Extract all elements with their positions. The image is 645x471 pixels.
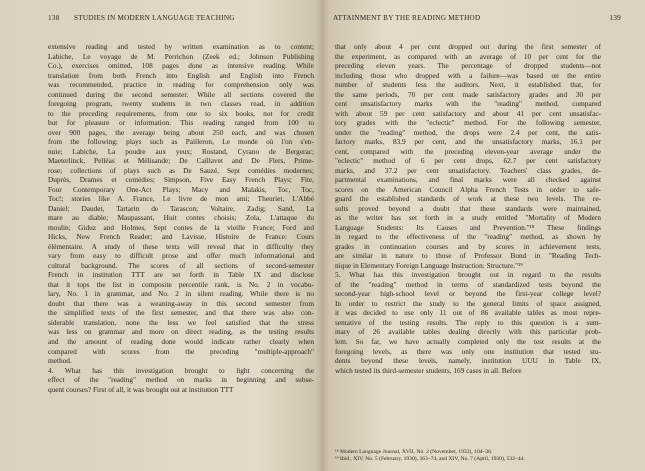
- text-line: grades in continuation courses and by scores in achievement tests,: [335, 241, 601, 251]
- text-line: preceding eleven years. The percentage of dropped students—not: [335, 61, 601, 71]
- text-line: French in institution TTT are set forth in Table IX and disclose: [48, 270, 314, 280]
- text-line: 5. What has this investigation brought out in regard to the results: [335, 270, 601, 280]
- text-line: scores on the American Council Alpha French Tests in order to safe-: [335, 184, 601, 194]
- text-line: are similar in nature to those of Professor Bond in "Reading Tech-: [335, 251, 601, 261]
- text-line: continued during the second semester. While all sections covered the: [48, 89, 314, 99]
- text-line: Hicks, New French Reader; and Lavisse, Histoire de France: Cours: [48, 232, 314, 242]
- text-line: "eclectic" method of 6 per cent drops, 62.7 per cent satisfactory: [335, 156, 601, 166]
- text-line: moulin; Giduz and Holmes, Sept contes de la vieille France; Ford and: [48, 222, 314, 232]
- text-line: marks, and 37.2 per cent unsatisfactory. Teachers' class grades, de-: [335, 165, 601, 175]
- text-line: that it tops the list in composite percentile rank, is No. 2 in vocabu-: [48, 279, 314, 289]
- text-line: translation from both French into English and English into French: [48, 70, 314, 80]
- text-line: Labiche, Le voyage de M. Perrichon (Zeek ed.; Johnson Publishing: [48, 51, 314, 61]
- text-line: was less on grammar and more on direct reading, as the testing results: [48, 327, 314, 337]
- text-line: that only about 4 per cent dropped out during the first semester of: [335, 42, 601, 51]
- text-line: sentative of the testing results. The reply to this question is a sum-: [335, 317, 601, 327]
- text-line: of the "reading" method in terms of standardized tests beyond the: [335, 279, 601, 289]
- text-line: nuie; Labiche, La poudre aux yeux; Rostand, Cyrano de Bergerac;: [48, 146, 314, 156]
- text-line: 4. What has this investigation brought to light concerning the: [48, 365, 314, 375]
- left-body-text: [48, 42, 314, 394]
- text-line: vary from easy to difficult prose and offer much informational and: [48, 251, 314, 261]
- left-running-head-title: STUDIES IN MODERN LANGUAGE TEACHING: [74, 14, 235, 22]
- text-line: doubt that there was a weaning-away in this second semester from: [48, 298, 314, 308]
- text-line: from the following: plays such as Pailleron, Le monde où l'on s'en-: [48, 137, 314, 147]
- text-line: in regard to the effectiveness of the "reading" method, as shown by: [335, 232, 601, 242]
- text-line: second-year high-school level or beyond the first-year college level?: [335, 289, 601, 299]
- text-line: nique in Elementary Foreign Language Instruction: Structure."¹⁹: [335, 260, 523, 270]
- text-line: cent unsatisfactory marks with the "reading" method, compared: [335, 99, 601, 109]
- text-line: siderable translation, none the less we feel satisfied that the stress: [48, 317, 314, 327]
- text-line: it was decided to use only 11 out of 86 available tables as most repre-: [335, 308, 601, 318]
- text-line: mary of 26 available tables dealing directly with this particular prob-: [335, 327, 601, 337]
- text-line: Duprès, Drames et comédies; Simpson, Five Easy French Plays; Fite,: [48, 175, 314, 185]
- text-line: quent courses? First of all, it was brought out at institution TTT: [48, 384, 234, 394]
- text-line: factory marks, 83.9 per cent, and the unsatisfactory marks, 16.1 per: [335, 137, 601, 147]
- text-line: Maeterlinck, Pelléas et Mélisande; De Caillavet and De Flers, Prime-: [48, 156, 314, 166]
- text-line: as the writer has set forth in a study entitled "Mortality of Modern: [335, 213, 601, 223]
- text-line: cultural background. The scores of all sections of second-semester: [48, 260, 314, 270]
- text-line: partmental examinations, and final marks were all checked against: [335, 175, 601, 185]
- footnote-line: ¹⁹ Ibid., XIV, No. 5 (February, 1930), 363–74, and XIV, No. 7 (April, 1930), 532–44.: [335, 456, 525, 462]
- text-line: Toc!; stories like A. France, Le livre de mon ami; Theuriet, L'Abbé: [48, 194, 314, 204]
- text-line: Daniel; Daudet, Tartarin de Tarascon; Voltaire, Zadig; Sand, La: [48, 203, 314, 213]
- text-line: was recommended, practice in reading for comprehension only was: [48, 80, 314, 90]
- text-line: the experiment, as compared with an average of 10 per cent for the: [335, 51, 601, 61]
- text-line: élémentaire. A study of these texts will reveal that in difficulty they: [48, 241, 314, 251]
- text-line: Four Contemporary One-Act Plays; Macy and Malakis, Toc, Toc,: [48, 184, 314, 194]
- text-line: the same periods, 70 per cent made satisfactory grades and 30 per: [335, 89, 601, 99]
- footnote-line: ¹⁸ Modern Language Journal, XVII, No. 2 (November, 1932), 104–36.: [335, 449, 493, 455]
- text-line: lem. So far, we have actually completed only the test results at the: [335, 336, 601, 346]
- text-line: under the "reading" method, the drops were 2.4 per cent, the satis-: [335, 127, 601, 137]
- right-page-number: 139: [609, 14, 621, 22]
- text-line: over 900 pages, the average being about 250 each, and was chosen: [48, 127, 314, 137]
- text-line: foregoing program, twenty students in two classes read, in addition: [48, 99, 314, 109]
- text-line: tory grades with the "eclectic" method. For the following semester,: [335, 118, 601, 128]
- text-line: mare au diable; Maupassant, Huit contes choisis; Zola, L'attaque du: [48, 213, 314, 223]
- text-line: rose; collections of plays such as De Sauzé, Sept comédies modernes;: [48, 165, 314, 175]
- text-line: compared with scores from the preceding "multiple-approach": [48, 346, 314, 356]
- text-line: Co.), exercises omitted, 108 pages done as intensive reading. While: [48, 61, 314, 71]
- right-body-text: [335, 42, 601, 375]
- text-line: including those who dropped with a failure—was based on the entire: [335, 70, 601, 80]
- text-line: which tested its third-semester students, 169 cases in all. Before: [335, 365, 522, 375]
- text-line: method.: [48, 356, 72, 366]
- text-line: dents beyond these levels, namely, institution UUU in Table IX,: [335, 356, 601, 366]
- text-line: number of students less the auditors. Next, it established that, for: [335, 80, 601, 90]
- footnotes: [335, 449, 601, 463]
- text-line: In order to restrict the study to the general limits of space assigned,: [335, 298, 601, 308]
- right-running-head-title: ATTAINMENT BY THE READING METHOD: [333, 14, 481, 22]
- text-line: lary, No. 1 in grammar, and No. 2 in silent reading. While there is no: [48, 289, 314, 299]
- text-line: the simplified texts of the first semester, and that there was also con-: [48, 308, 314, 318]
- text-line: foregoing levels, as there was only one institution that tested stu-: [335, 346, 601, 356]
- text-line: cent, compared with the preceding eleven-year average under the: [335, 146, 601, 156]
- text-line: extensive reading and tested by written examination as to content;: [48, 42, 314, 51]
- text-line: with about 59 per cent satisfactory and about 41 per cent unsatisfac-: [335, 108, 601, 118]
- left-page-number: 138: [48, 14, 60, 22]
- text-line: sults proved beyond a doubt that these standards were maintained,: [335, 203, 601, 213]
- text-line: guard the established standards of work at these two levels. The re-: [335, 194, 601, 204]
- right-page: [323, 0, 645, 471]
- left-page: [0, 0, 322, 471]
- text-line: but for pleasure or information. This reading ranged from 100 to: [48, 118, 314, 128]
- text-line: and the amount of reading done would indicate rather clearly when: [48, 336, 314, 346]
- text-line: effect of the "reading" method on marks in beginning and subse-: [48, 375, 314, 385]
- text-line: to the preceding requirements, from one to six books, not for credit: [48, 108, 314, 118]
- text-line: Language Students: Its Causes and Prevention."¹⁸ These findings: [335, 222, 601, 232]
